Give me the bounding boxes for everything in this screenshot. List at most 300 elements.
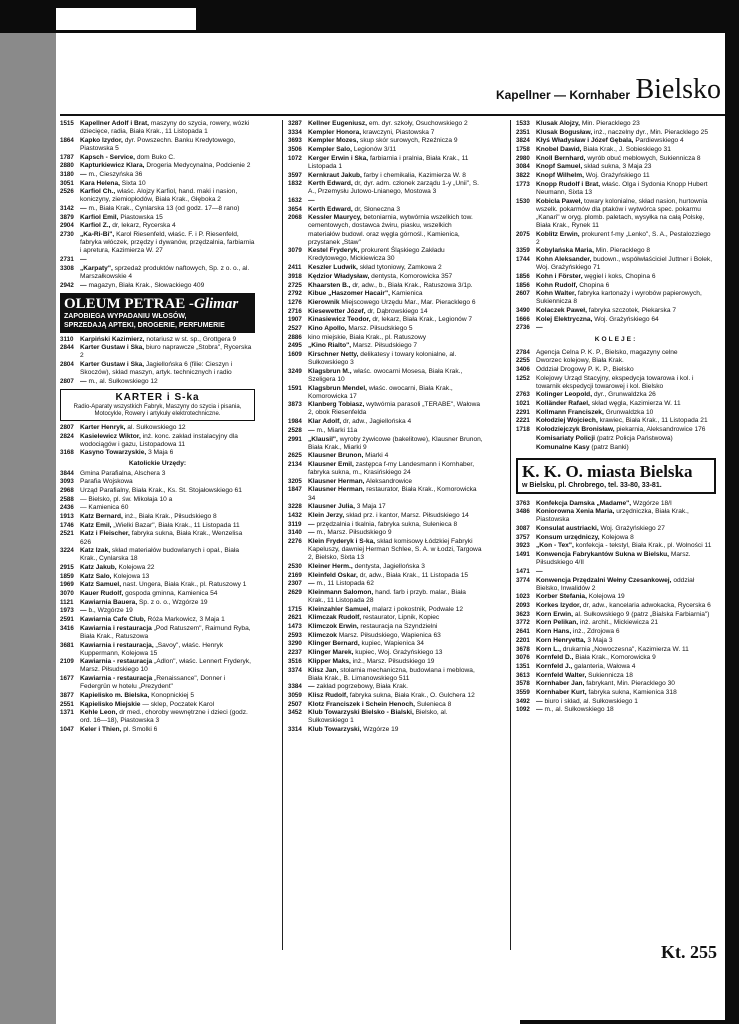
entry-text (536, 663, 716, 671)
phone-number: 1047 (60, 726, 74, 734)
entry-text (308, 701, 483, 709)
directory-entry (516, 247, 716, 255)
phone-number: 1773 (516, 180, 530, 188)
entry-details: m., Marsz. Piłsudskiego 9 (316, 529, 392, 537)
entry-details: Drogeria Medycynalna, Podcienie 2 (146, 162, 251, 170)
entry-text (80, 522, 255, 530)
phone-number: 3693 (288, 137, 302, 145)
directory-entry (288, 614, 483, 622)
entry-name: Klimczok (308, 631, 337, 639)
entry-text (80, 378, 255, 386)
entry-details: kupiec, Woj. Grażyńskiego 13 (355, 649, 443, 657)
entry-details: betoniarnia, wytwórnia wszelkich tow. cementowych, dostawca żwiru, piasku, wszelkich materiałów budowl. oraz węgla górnośl., Kamienica, przystanek „Staw" (308, 214, 473, 246)
phone-number: 1609 (288, 351, 302, 358)
directory-entry (516, 316, 716, 324)
phone-number: 3287 (288, 120, 302, 127)
entry-text (308, 334, 483, 342)
directory-entry (288, 401, 483, 417)
directory-entry (288, 418, 483, 426)
phone-number: 3923 (516, 542, 530, 550)
phone-number: 1632 (288, 197, 302, 204)
entry-details: przędzalnia i tkalnia, fabryka sukna, Sulenieca 8 (316, 520, 458, 528)
directory-entry (516, 290, 716, 306)
entry-text (80, 180, 255, 188)
column-2 (288, 120, 483, 735)
phone-number: 1276 (288, 298, 302, 306)
entry-details: właśc. Alojzy Karfiol, hand. maki i nasion, koniczyny, ziemiopłodów, Biała Krak., Głęboka 2 (80, 188, 238, 204)
phone-number: 2629 (288, 588, 302, 596)
entry-name: Kempler Honora, (308, 128, 362, 136)
entry-text (308, 572, 483, 580)
entry-text (536, 231, 716, 247)
directory-entry (288, 180, 483, 196)
entry-details: Bielsko, al. Sułkowskiego 1 (308, 709, 448, 725)
entry-text (536, 568, 716, 576)
phone-number: 3597 (288, 171, 302, 179)
phone-number: 1515 (60, 120, 74, 127)
entry-text (80, 433, 255, 449)
entry-details: inż., naczelny dyr., Min. Pieracklego 25 (594, 128, 709, 136)
phone-number: 1677 (60, 675, 74, 683)
entry-details: Kamienica (391, 290, 423, 298)
entry-name: Kłyś Władysław i Józef Gębala, (536, 137, 634, 145)
page-header (60, 74, 725, 116)
entry-text (80, 137, 255, 153)
directory-entry (516, 500, 716, 508)
directory-entry (288, 512, 483, 520)
entry-details: Kolejowa 19 (588, 593, 625, 601)
directory-entry (516, 137, 716, 145)
column-rule-1 (282, 120, 283, 950)
entry-text (308, 197, 483, 205)
entry-text (308, 538, 483, 562)
entry-text (536, 444, 716, 452)
entry-name: — (80, 170, 87, 178)
directory-entry (60, 433, 255, 449)
directory-entry (516, 646, 716, 654)
entry-details: Woj. Grażyńskiego 11 (585, 172, 650, 180)
entry-name: „Klausil", (308, 435, 338, 443)
directory-entry (288, 351, 483, 367)
phone-number: 1471 (516, 567, 530, 575)
entry-name: „Kino Rialto", (308, 342, 352, 350)
phone-number: 3623 (516, 610, 530, 618)
phone-number: 1530 (516, 197, 530, 205)
entry-name: Korber Stefania, (536, 593, 587, 601)
entry-text (80, 282, 255, 290)
phone-number: 2621 (288, 614, 302, 622)
entry-details: dr, dyr. adm. członek zarządu 1-y „Unii", S. A., Przemysłu Jutowo-Lnianego, Mostowa 3 (308, 180, 479, 196)
phone-number: 1072 (288, 154, 302, 162)
phone-number: 3140 (288, 529, 302, 537)
katolickie-heading: Katolickie Urzędy: (128, 459, 187, 467)
entry-text (536, 602, 716, 610)
phone-number: 2880 (60, 162, 74, 170)
directory-entry (288, 282, 483, 290)
entry-details: fabryka szczotek, Piekarska 7 (588, 306, 677, 314)
directory-entry (516, 155, 716, 163)
entry-text (536, 163, 716, 171)
phone-number: 3772 (516, 619, 530, 627)
phone-number: 2221 (516, 417, 530, 425)
entry-text (308, 478, 483, 486)
phone-number: 3084 (516, 163, 530, 171)
entry-text (80, 726, 255, 734)
entry-text (536, 400, 716, 408)
entry-details: restaurator, Lipnik, Kopiec (362, 614, 440, 622)
entry-text (536, 577, 716, 593)
entry-name: Koblitz Erwin, (536, 230, 580, 238)
entry-text (80, 265, 255, 281)
entry-name: Kapielisko m. Bielska, (80, 691, 150, 699)
directory-entry (288, 632, 483, 640)
phone-number: 3059 (288, 691, 302, 699)
entry-text (80, 564, 255, 572)
entry-name: Koniorowna Xenia Maria, (536, 508, 615, 516)
directory-entry (60, 180, 255, 188)
entry-text (536, 273, 716, 281)
directory-entry (60, 424, 255, 432)
directory-entry (516, 120, 716, 128)
phone-number: 3822 (516, 172, 530, 180)
phone-number: 3359 (516, 247, 530, 255)
entry-name: Kierownik (308, 298, 340, 306)
entry-name: Klanberg Tobiasz, (308, 401, 365, 409)
phone-number: 1847 (288, 486, 302, 494)
phone-number: 3334 (288, 128, 302, 136)
entry-text (80, 530, 255, 546)
phone-number: 1758 (516, 146, 530, 154)
entry-name: Komisariaty Policji (536, 434, 595, 442)
phone-number: 2968 (60, 486, 74, 494)
entry-details: hand. farb i przyb. malar., Biała Krak., 11 Listopada 28 (308, 588, 466, 604)
entries-group (516, 500, 716, 715)
entry-details: skup skór surowych, Rzeźnicza 9 (360, 137, 458, 145)
directory-entry (288, 563, 483, 571)
entry-name: Kleinmann Salomon, (308, 588, 374, 596)
entry-name: Klausner Julia, (308, 503, 355, 511)
directory-entry (516, 282, 716, 290)
phone-number: 2593 (288, 631, 302, 639)
ad-oleum-line2: SPRZEDAJĄ APTEKI, DROGERIE, PERFUMERIE (64, 321, 225, 329)
phone-number: 2521 (60, 530, 74, 538)
entry-text (308, 436, 483, 452)
directory-entry (288, 146, 483, 154)
entry-details: sprzedaż produktów naftowych, Sp. z o. o., al. Marszałkowskie 4 (80, 264, 250, 280)
entry-details: dentysta, Komorowicka 357 (371, 272, 453, 280)
directory-entry (288, 521, 483, 529)
entry-details: Kolejowa 22 (118, 563, 155, 571)
phone-number: 2915 (60, 563, 74, 571)
entry-text (536, 198, 716, 230)
entries-group (516, 349, 716, 452)
ad-oleum-line1: ZAPOBIEGA WYPADANIU WŁOSÓW, (64, 312, 187, 320)
entry-text (308, 247, 483, 263)
entry-name: Korn Hans, (536, 628, 572, 636)
entry-details: Róża Markowicz, 3 Maja 1 (147, 616, 225, 624)
entry-text (536, 307, 716, 315)
entry-name: Kolaczek Paweł, (536, 306, 587, 314)
entry-details: galanteria, Wałowa 4 (574, 662, 636, 670)
entry-text (80, 336, 255, 344)
entry-details: Sp. z o. o., Wzgórze 19 (139, 598, 208, 606)
entry-name: Kirschner Netty, (308, 351, 359, 358)
entry-name: Karpiński Kazimierz, (80, 335, 145, 343)
phone-number: 3119 (288, 520, 302, 528)
phone-number: 3678 (516, 645, 530, 653)
entry-name: Klusak Alojzy, (536, 120, 580, 127)
entry-details: Woj. Grażyńskiego 64 (594, 315, 659, 323)
entry-text (536, 391, 716, 399)
entry-details: al. Sułkowskiego 9 (patrz „Bialska Farbiarnia") (574, 610, 710, 618)
entry-text (308, 206, 483, 214)
directory-entry (516, 689, 716, 697)
entry-name: Kleinzahler Samuel, (308, 605, 371, 613)
ad-oleum-script: -Glimar (189, 295, 239, 312)
entry-details: Karol Riesenfeld, właśc. F. i P. Riesenfeld, fabryka włóczek, przędzy i dywanów, przędzalnia, farbiarnia i apretura, Kazimierza W. 27 (80, 231, 255, 255)
directory-entry (60, 504, 255, 512)
entry-details: zastępca f-my Landesmann i Kornhaber, fabryka sukna, m., Krasińskiego 24 (308, 460, 475, 477)
entry-name: — (80, 281, 87, 289)
phone-number: 2980 (516, 154, 530, 162)
phone-number: 1864 (60, 136, 74, 144)
phone-number: 1718 (516, 426, 530, 434)
entries-group (516, 120, 716, 332)
directory-entry (288, 264, 483, 272)
entry-details: Min. Pieracklego 8 (595, 247, 650, 255)
phone-number: 3506 (288, 146, 302, 154)
directory-entry (516, 181, 716, 197)
directory-entry (288, 640, 483, 648)
entry-text (80, 487, 255, 495)
entry-name: Kohn Rudolf, (536, 281, 578, 289)
directory-entry (516, 619, 716, 627)
entry-details: węgiel i koks, Chopina 6 (584, 272, 656, 280)
directory-entry (288, 658, 483, 666)
directory-entry (60, 675, 255, 691)
entry-text (536, 409, 716, 417)
phone-number: 2169 (288, 571, 302, 579)
entry-name: — (308, 520, 315, 528)
phone-number: 2991 (288, 435, 302, 443)
phone-number: 3249 (288, 367, 302, 375)
phone-number: 3290 (288, 640, 302, 648)
entry-details: fabrykant, Min. Pieracklego 30 (586, 680, 675, 688)
directory-entry (60, 701, 255, 709)
phone-number: 1473 (288, 623, 302, 631)
entry-details: „Pod Ratuszem", Raimund Ryba, Biała Krak., Ratuszowa (80, 624, 251, 640)
entry-text (536, 256, 716, 272)
entry-text (536, 646, 716, 654)
entry-text (308, 290, 483, 298)
phone-number: 2886 (288, 333, 302, 341)
entry-text (536, 637, 716, 645)
directory-entry (516, 525, 716, 533)
entry-details: dr, Dąbrowskiego 14 (367, 307, 428, 315)
entry-name: Korn Erwin, (536, 610, 573, 618)
entry-details: Konopnickiej 5 (151, 691, 195, 699)
scan-top-light-patch (56, 8, 196, 30)
phone-number: 3654 (288, 205, 302, 213)
entry-details: dr, lekarz, Rycerska 4 (112, 222, 176, 230)
phone-number: 3406 (516, 365, 530, 373)
directory-entry (288, 692, 483, 700)
phone-number: 2507 (288, 700, 302, 708)
entry-name: Kąpielisko Miejskie (80, 700, 141, 708)
entry-details: Legionów 3/11 (353, 146, 397, 154)
directory-entry (288, 486, 483, 502)
entry-text (308, 351, 483, 367)
entry-text (536, 611, 716, 619)
directory-entry (60, 709, 255, 725)
entry-details: m., al. Sułkowskiego 12 (88, 377, 158, 385)
entry-text (536, 155, 716, 163)
entry-name: Kempler Mozes, (308, 137, 359, 145)
entry-details: krawiec, Biała Krak., 11 Listopada 21 (599, 417, 708, 425)
entry-details: skład węgla, Kazimierza W. 11 (591, 400, 681, 408)
phone-number: 2109 (60, 658, 74, 666)
phone-number: 2904 (60, 222, 74, 230)
entry-name: Korn Pelikan, (536, 619, 579, 627)
directory-entry (516, 593, 716, 601)
phone-number: 3516 (288, 657, 302, 665)
entry-text (308, 418, 483, 426)
phone-number: 1715 (288, 605, 302, 613)
phone-number: 3142 (60, 205, 74, 213)
entry-text (308, 385, 483, 401)
entry-name: Katz Jakub, (80, 563, 117, 571)
column-rule-2 (510, 120, 511, 950)
entry-name: Konfekcja Damska „Madame", (536, 499, 632, 507)
phone-number: 1092 (516, 706, 530, 714)
entry-details: „Renaissance", Donner i Federgrün w hotelu „Prezydent" (80, 675, 226, 691)
directory-entry (516, 577, 716, 593)
phone-number: 2804 (60, 361, 74, 369)
entry-details: Aleksandrowice (365, 477, 413, 485)
directory-entry (60, 336, 255, 344)
entry-name: Kollmann Franciszek, (536, 408, 604, 416)
entry-details: fabryka sukna, Biała Krak., Wenzelisa 626 (80, 530, 243, 546)
entry-text (308, 461, 483, 477)
entry-text (308, 623, 483, 631)
directory-entry (516, 444, 716, 452)
entry-text (536, 619, 716, 627)
directory-entry (288, 214, 483, 246)
entry-text (536, 593, 716, 601)
entry-text (308, 667, 483, 683)
phone-number: 2495 (288, 342, 302, 350)
entry-details: dyr., Grunwaldzka 26 (593, 391, 656, 399)
entry-details: inż., Biała Krak., Piłsudskiego 8 (124, 513, 217, 521)
entry-details: Chopina 6 (579, 281, 610, 289)
phone-number: 3681 (60, 641, 74, 649)
entry-text (308, 563, 483, 571)
entry-details: dr, lekarz, Biała Krak., Legionów 7 (372, 316, 473, 324)
entry-name: — (536, 324, 543, 332)
entry-details: Marsz. Piłsudskiego 5 (348, 324, 413, 332)
directory-entry (516, 602, 716, 610)
phone-number: 1591 (288, 384, 302, 392)
koleje-heading: KOLEJE: (594, 336, 638, 344)
directory-entry (516, 542, 716, 550)
entry-details: właśc. owocarni Mosesa, Biała Krak., Szeligera 10 (308, 367, 463, 383)
entry-name: Klimczok Erwin, (308, 623, 359, 631)
phone-number: 3918 (288, 272, 302, 280)
entry-name: Kornhaber Jan, (536, 680, 585, 688)
phone-number: 2075 (516, 230, 530, 238)
entry-name: Klausner Emil, (308, 460, 354, 468)
entry-name: Kawiarnia Bauera, (80, 598, 138, 606)
entry-details: wyroby żywicowe (bakelitowe), Klausner Brunon, Biała Krak., Miarki 9 (308, 435, 483, 451)
entry-details: fabryka kartonaży i wyrobów papierowych, Sukiennicza 8 (536, 290, 702, 306)
entry-name: Kinasiewicz Teodor, (308, 316, 371, 324)
directory-entry (60, 171, 255, 179)
entry-text (536, 672, 716, 680)
entry-name: „Karpaty", (80, 264, 113, 272)
entry-name: Kernkraut Jakub, (308, 171, 362, 179)
entry-text (308, 299, 483, 307)
entry-details: malarz i pokostnik, Podwale 12 (372, 605, 464, 613)
entry-name: Klausner Brunon, (308, 452, 364, 460)
ad-karter (60, 389, 255, 421)
directory-entry (60, 154, 255, 162)
entry-name: Karfiol Emil, (80, 213, 119, 221)
entry-details: al. Sułkowskiego 12 (127, 423, 186, 431)
entry-text (308, 214, 483, 246)
entry-details: oddział Bielsko, Inwalidów 2 (536, 576, 695, 592)
entry-name: Klotz Franciszek i Schein Henoch, (308, 700, 415, 708)
directory-entry (516, 307, 716, 315)
entry-details: stolarnia mechaniczna, budowlana i meblowa, Biała Krak., B. Limanowskiego 511 (308, 666, 475, 682)
header-name-range: Kapellner — Kornhaber (495, 88, 630, 102)
entry-name: Katz Samuel, (80, 581, 122, 589)
phone-number: 3490 (516, 306, 530, 314)
entry-text (80, 616, 255, 624)
phone-number: 3374 (288, 666, 302, 674)
entry-details: Wzgórze 18/I (632, 499, 672, 507)
directory-entry (60, 344, 255, 360)
directory-entry (516, 256, 716, 272)
entry-name: Kornfeld D., (536, 654, 574, 662)
entry-name: Klausner Herman, (308, 486, 365, 494)
directory-entry (60, 522, 255, 530)
directory-entry (516, 706, 716, 714)
directory-entry (60, 137, 255, 153)
phone-number: 3384 (288, 683, 302, 691)
directory-entry (516, 628, 716, 636)
entry-details: konfekcja - tekstyl, Biała Krak., pl. Wolności 11 (575, 542, 712, 550)
entry-name: — (80, 256, 87, 264)
phone-number: 1832 (288, 180, 302, 188)
phone-number: 3559 (516, 688, 530, 696)
directory-entry (516, 417, 716, 425)
entry-details: dr, adw., Jagiellońska 4 (342, 418, 412, 426)
entry-name: Karter Henryk, (80, 423, 126, 431)
phone-number: 2351 (516, 128, 530, 136)
entry-name: Klein Fryderyk i S-ka, (308, 537, 376, 545)
entry-name: Katz Bernard, (80, 513, 123, 521)
phone-number: 2730 (60, 231, 74, 239)
phone-number: 1984 (288, 418, 302, 426)
directory-entry (60, 564, 255, 572)
entry-text (80, 222, 255, 230)
entry-details: inż. konc. zakład instalacyjny dla wodociągów i gazu, Listopadowa 11 (80, 432, 238, 448)
entry-name: Karfiol Z., (80, 222, 111, 230)
directory-entry (60, 573, 255, 581)
directory-entry (288, 649, 483, 657)
directory-entry (516, 611, 716, 619)
entry-name: Kolej Elektryczna, (536, 315, 593, 323)
